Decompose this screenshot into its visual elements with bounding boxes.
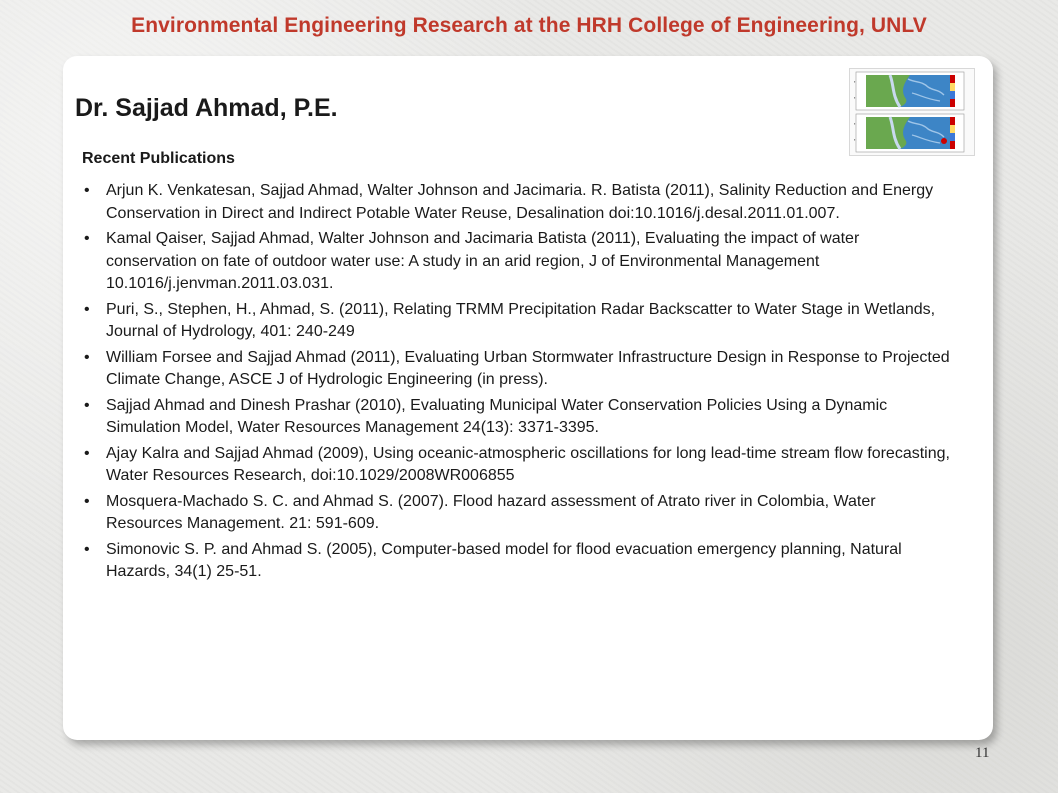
flood-map-figure — [850, 69, 974, 155]
publication-item: • William Forsee and Sajjad Ahmad (2011), Evaluating Urban Stormwater Infrastructure Design in Response to Projected Climate Change, ASCE J of Hydrologic Engineering (in press). — [82, 347, 952, 392]
publication-item: • Ajay Kalra and Sajjad Ahmad (2009), Using oceanic-atmospheric oscillations for long lead-time stream flow forecasting, Water Resources Research, doi:10.1029/2008WR006855 — [82, 443, 952, 488]
speaker-name: Dr. Sajjad Ahmad, P.E. — [75, 94, 338, 122]
publication-item: • Simonovic S. P. and Ahmad S. (2005), Computer-based model for flood evacuation emergency planning, Natural Hazards, 34(1) 25-51. — [82, 539, 952, 584]
flood-map-top — [854, 72, 964, 110]
publication-list — [82, 180, 952, 587]
svg-text:▪: ▪ — [854, 137, 856, 142]
svg-text:▪: ▪ — [854, 95, 856, 100]
flood-map-bottom — [854, 114, 964, 152]
section-heading: Recent Publications — [82, 150, 235, 167]
slide-title: Environmental Engineering Research at the HRH College of Engineering, UNLV — [131, 14, 927, 37]
publication-item: • Mosquera-Machado S. C. and Ahmad S. (2007). Flood hazard assessment of Atrato river in Colombia, Water Resources Management. 21: 591-609. — [82, 491, 952, 536]
flood-map-thumbnail-icon — [849, 68, 975, 156]
publication-item: • Kamal Qaiser, Sajjad Ahmad, Walter Johnson and Jacimaria Batista (2011), Evaluating the impact of water conservation on fate of outdoor water use: A study in an arid region, J of Environmental Management 10.1016/j.jenvman.2011.03.031. — [82, 228, 952, 296]
svg-text:▪: ▪ — [854, 79, 856, 84]
publication-item: • Puri, S., Stephen, H., Ahmad, S. (2011), Relating TRMM Precipitation Radar Backscatter to Water Stage in Wetlands, Journal of Hydrology, 401: 240-249 — [82, 299, 952, 344]
publication-item: • Arjun K. Venkatesan, Sajjad Ahmad, Walter Johnson and Jacimaria. R. Batista (2011), Salinity Reduction and Energy Conservation in Direct and Indirect Potable Water Reuse, Desalination doi:10.1016/j.desal.2011.01.007. — [82, 180, 952, 225]
page-number: 11 — [975, 745, 990, 761]
publication-item: • Sajjad Ahmad and Dinesh Prashar (2010), Evaluating Municipal Water Conservation Policies Using a Dynamic Simulation Model, Water Resources Management 24(13): 3371-3395. — [82, 395, 952, 440]
svg-text:▪: ▪ — [854, 121, 856, 126]
